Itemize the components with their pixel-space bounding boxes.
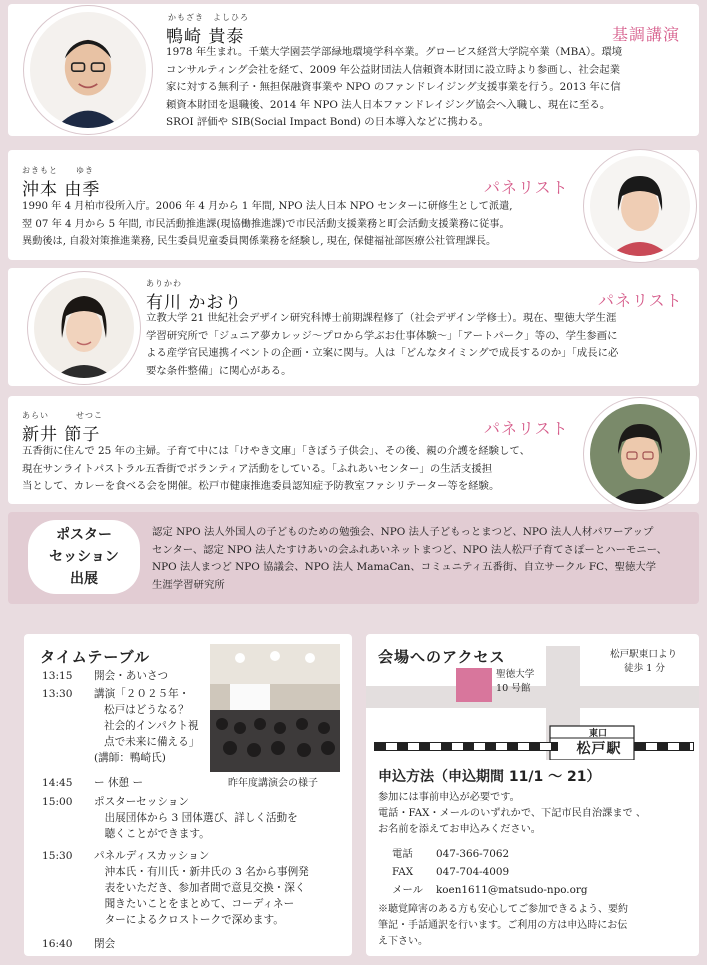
speaker-name: 沖本 由季: [22, 180, 101, 200]
timetable-item: 開会・あいさつ: [94, 670, 169, 682]
walk-note: 松戸駅東口より 徒歩 1 分: [610, 649, 678, 674]
speaker-bio: 立教大学 21 世紀社会デザイン研究科博士前期課程修了（社会デザイン学修士）。現在、聖徳大学生涯 学習研究所で「ジュニア夢カレッジ～プロから学ぶお仕事体験～」「アートパーク」等の、学生参画に よる産学官民連携イベントの企画・立案に関与。人は「どんなタイミングで成長するのか」「成長に必 要な条件整備」に関心がある。: [146, 312, 619, 377]
timetable-item: 講演「２０２５年・ 松戸はどうなる？ 社会的インパクト視 点で未来に備える」 (講師：鴨崎氏): [94, 688, 200, 764]
speaker-ruby: おきもと ゆき: [22, 166, 94, 175]
speaker-bio: 1990 年 4 月柏市役所入庁。2006 年 4 月から 1 年間, NPO 法人日本 NPO センターに研修生として派遣, 翌 07 年 4 月から 5 年間, 市民活動推進課(現協働推進課)で市民活動支援業務と町会活動支援業務に従事。 異動後は, 自殺対策推進業務, 民生委員児童委員関係業務を経験し, 現在, 保健福祉部医療公社管理課長。: [22, 201, 513, 248]
speaker-ruby: ありかわ: [146, 279, 182, 288]
timetable-row: 15:00: [42, 796, 73, 808]
speaker-bio: 五香街に住んで 25 年の主婦。子育て中には「けやき文庫」「きぼう子供会」、その後、親の介護を経験して、 現在サンライトパストラル五香街でボランティア活動をしている。「ふれあいセンター」の生活支援担 当として、カレーを食べる会を開催。松戸市健康推進委員認知症予防教室ファシリテーター等を経験。: [22, 445, 530, 493]
access-title: 会場へのアクセス: [378, 648, 506, 666]
apply-instructions: 参加には事前申込が必要です。 電話・FAX・メールのいずれかで、下記市民自治課まで 、 お名前を添えてお申込みください。: [378, 792, 647, 835]
speaker-name: 鴨崎 貴泰: [166, 27, 245, 47]
timetable-item: ポスターセッション 出展団体から 3 団体選び、詳しく活動を 聴くことができます。: [94, 796, 298, 840]
event-photo: [210, 644, 340, 772]
poster-session-label: ポスター セッション 出展: [28, 520, 140, 594]
speaker-ruby: あらい せつこ: [22, 411, 103, 420]
apply-title: 申込方法（申込期間 11/1 ～ 21）: [378, 769, 601, 785]
speaker-role: 基調講演: [612, 25, 681, 44]
railway-line: [374, 742, 558, 751]
timetable-row: 16:40: [42, 938, 73, 950]
email-link[interactable]: koen1611@matsudo-npo.org: [436, 884, 588, 896]
timetable-item: パネルディスカッション 沖本氏・有川氏・新井氏の 3 名から事例発 表をいただき、参加者間で意見交換・深く 聞きたいことをまとめて、コーディネー ターによるクロストークで深めます。: [94, 850, 309, 926]
speaker-ruby: かもざき よしひろ: [168, 13, 249, 22]
railway-line: [634, 742, 694, 751]
speaker-role: パネリスト: [484, 419, 569, 438]
fax-number[interactable]: 047-704-4009: [436, 866, 510, 878]
timetable-title: タイムテーブル: [40, 648, 151, 666]
poster-exhibitors: 認定 NPO 法人外国人の子どものための勉強会、NPO 法人子どもっとまつど、NPO 法人人材パワーアップ センター、認定 NPO 法人たすけあいの会ふれあいネットまつど、NPO 法人松戸子育てさぽーとハーモニー、 NPO 法人まつど NPO 協議会、NPO 法人 MamaCan、コミュニティ五番街、自立サークル FC、聖徳大学 生涯学習研究所: [152, 526, 668, 591]
timetable-row: 15:30: [42, 850, 73, 862]
speaker-bio: 1978 年生まれ。千葉大学園芸学部緑地環境学科卒業。グロービス経営大学院卒業（MBA）。環境 コンサルティング会社を経て、2009 年公益財団法人信頼資本財団に設立時より参画し、社会起業 家に対する無利子・無担保融資事業や NPO のファンドレイジング支援事業を行う。2013 年に信 頼資本財団を退職後、2014 年 NPO 法人日本ファンドレイジング協会へ入職し、現在に至る。 SROI 評価や SIB(Social Impact Bond) の日本導入などに携わる。: [166, 46, 623, 129]
timetable-row: 14:45: [42, 777, 73, 789]
timetable-item: ー 休憩 ー: [94, 777, 144, 789]
speaker-name: 新井 節子: [22, 425, 101, 445]
speaker-role: パネリスト: [598, 291, 683, 310]
contact-email: メール koen1611@matsudo-npo.org: [392, 884, 588, 896]
timetable-item: 閉会: [94, 938, 116, 950]
university-label: 聖徳大学 10 号館: [496, 669, 535, 694]
contact-phone: 電話 047-366-7062: [392, 848, 510, 860]
speaker-photo-arikawa: [28, 272, 140, 384]
phone-number[interactable]: 047-366-7062: [436, 848, 510, 860]
timetable-row: 13:15: [42, 670, 73, 682]
speaker-role: パネリスト: [484, 178, 569, 197]
contact-fax: FAX 047-704-4009: [392, 866, 510, 878]
timetable-row: 13:30: [42, 688, 73, 700]
accessibility-notice: ※聴覚障害のある方も安心してご参加できるよう、要約 筆記・手話通訳を行います。ご利用の方は申込時にお伝 え下さい。: [378, 904, 628, 947]
speaker-photo-kamozaki: [24, 6, 152, 134]
speaker-photo-arai: [584, 398, 696, 510]
station-label: 松戸駅: [576, 741, 622, 757]
exit-label: 東口: [588, 729, 607, 739]
event-photo-caption: 昨年度講演会の様子: [228, 778, 318, 789]
speaker-name: 有川 かおり: [146, 293, 243, 313]
